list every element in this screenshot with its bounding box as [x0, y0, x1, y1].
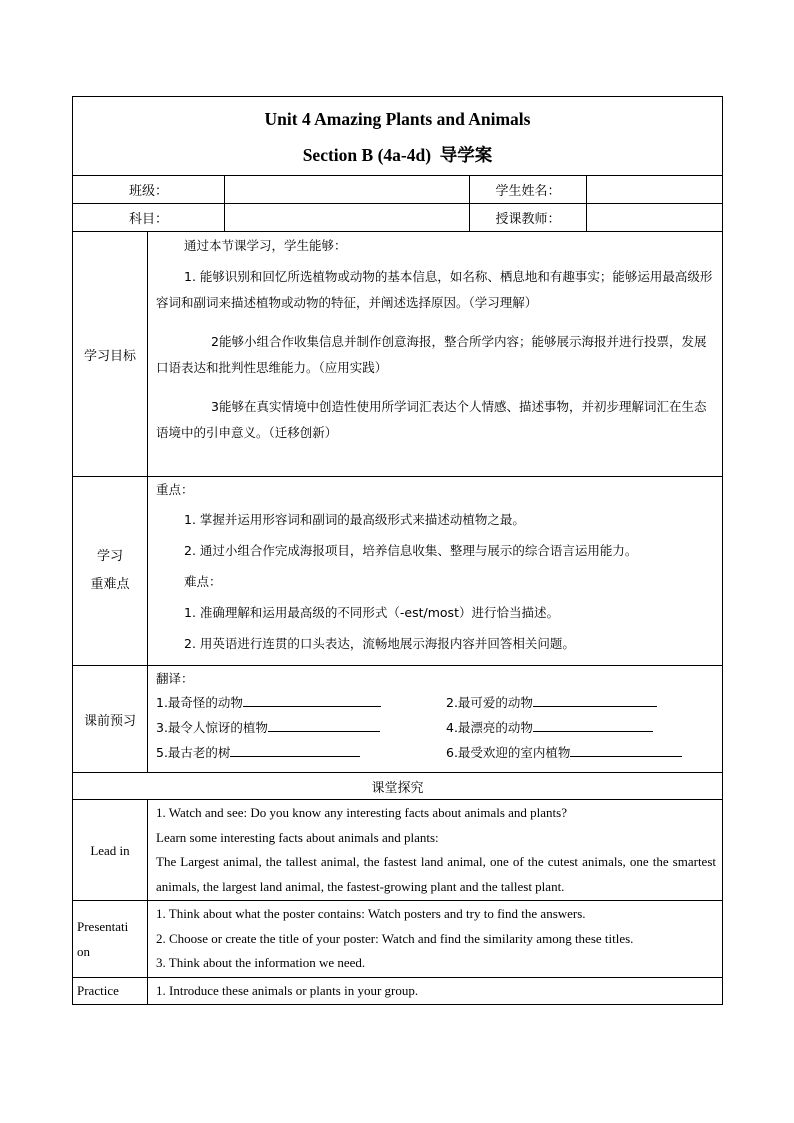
- class-label: 班级：: [73, 176, 225, 204]
- key-points-label-line1: 学习: [96, 549, 123, 564]
- preview-item-2-text: 2.最可爱的动物: [446, 695, 533, 710]
- section-title-en: Section B (4a-4d): [302, 144, 432, 165]
- subject-label: 科目：: [73, 204, 225, 232]
- answer-blank[interactable]: [243, 694, 381, 707]
- lead-in-content: [148, 800, 723, 901]
- preview-label: 课前预习: [73, 666, 148, 773]
- key-points-row: [73, 477, 723, 666]
- objectives-content: [148, 232, 723, 477]
- class-field[interactable]: [225, 176, 470, 204]
- lead-in-line-1: 1. Watch and see: Do you know any interesting facts about animals and plants?: [156, 805, 567, 820]
- preview-item-6-text: 6.最受欢迎的室内植物: [446, 745, 571, 760]
- preview-item-1-text: 1.最奇怪的动物: [156, 695, 243, 710]
- preview-heading: 翻译：: [156, 671, 194, 686]
- objectives-label: 学习目标: [73, 232, 148, 477]
- preview-item: [156, 740, 446, 765]
- exploration-title: 课堂探究: [73, 773, 723, 800]
- teacher-field[interactable]: [587, 204, 723, 232]
- preview-item-4-text: 4.最漂亮的动物: [446, 720, 533, 735]
- presentation-label-line2: on: [77, 943, 90, 959]
- focus-item-2: 2. 通过小组合作完成海报项目，培养信息收集、整理与展示的综合语言运用能力。: [184, 543, 638, 558]
- practice-row: [73, 977, 723, 1005]
- preview-item: [156, 690, 446, 715]
- preview-item-5-text: 5.最古老的树: [156, 745, 231, 760]
- objective-item-1: 1. 能够识别和回忆所选植物或动物的基本信息，如名称、栖息地和有趣事实；能够运用最高级形容词和副词来描述植物或动物的特征，并阐述选择原因。（学习理解）: [156, 269, 713, 310]
- preview-item: [446, 690, 736, 715]
- focus-heading: 重点：: [156, 482, 194, 497]
- unit-title: Unit 4 Amazing Plants and Animals: [264, 108, 531, 129]
- objectives-row: [73, 232, 723, 477]
- preview-item: [446, 740, 736, 765]
- key-points-label: [73, 477, 148, 666]
- worksheet-table: [72, 96, 723, 1005]
- practice-line-1: 1. Introduce these animals or plants in your group.: [156, 982, 419, 998]
- worksheet: [72, 96, 722, 1005]
- presentation-row: [73, 901, 723, 978]
- presentation-line-2: 2. Choose or create the title of your poster: Watch and find the similarity among these titles.: [156, 930, 634, 946]
- preview-item: [446, 715, 736, 740]
- student-name-field[interactable]: [587, 176, 723, 204]
- key-points-content: [148, 477, 723, 666]
- answer-blank[interactable]: [230, 744, 360, 757]
- difficulty-heading: 难点：: [184, 574, 222, 589]
- presentation-line-1: 1. Think about what the poster contains: Watch posters and try to find the answers.: [156, 906, 586, 921]
- answer-blank[interactable]: [533, 719, 653, 732]
- teacher-label: 授课教师：: [470, 204, 587, 232]
- title-row: [73, 97, 723, 176]
- presentation-label: [73, 901, 148, 978]
- preview-content: [148, 666, 723, 773]
- difficulty-item-1: 1. 准确理解和运用最高级的不同形式（-est/most）进行恰当描述。: [184, 605, 559, 620]
- preview-row: [73, 666, 723, 773]
- section-title: [73, 142, 722, 169]
- focus-item-1: 1. 掌握并运用形容词和副词的最高级形式来描述动植物之最。: [184, 512, 525, 527]
- info-row-class: [73, 176, 723, 204]
- presentation-content: [148, 901, 723, 978]
- info-row-subject: [73, 204, 723, 232]
- section-title-cn: 导学案: [439, 145, 493, 166]
- practice-label: Practice: [73, 977, 148, 1005]
- answer-blank[interactable]: [268, 719, 380, 732]
- objective-item-2: 2能够小组合作收集信息并制作创意海报，整合所学内容；能够展示海报并进行投票，发展口语表达和批判性思维能力。（应用实践）: [156, 334, 707, 375]
- presentation-line-3: 3. Think about the information we need.: [156, 955, 366, 970]
- exploration-title-row: [73, 773, 723, 800]
- objectives-intro: 通过本节课学习，学生能够：: [184, 238, 347, 253]
- student-name-label: 学生姓名：: [470, 176, 587, 204]
- presentation-label-line1: Presentati: [77, 918, 129, 934]
- title-cell: [73, 97, 723, 176]
- preview-grid: [156, 690, 716, 765]
- key-points-label-line2: 重难点: [90, 577, 130, 592]
- lead-in-row: [73, 800, 723, 901]
- subject-field[interactable]: [225, 204, 470, 232]
- practice-content: [148, 977, 723, 1005]
- answer-blank[interactable]: [533, 694, 657, 707]
- answer-blank[interactable]: [570, 744, 682, 757]
- difficulty-item-2: 2. 用英语进行连贯的口头表达，流畅地展示海报内容并回答相关问题。: [184, 636, 575, 651]
- lead-in-label: Lead in: [73, 800, 148, 901]
- preview-item-3-text: 3.最令人惊讶的植物: [156, 720, 268, 735]
- preview-item: [156, 715, 446, 740]
- objective-item-3: 3能够在真实情境中创造性使用所学词汇表达个人情感、描述事物，并初步理解词汇在生态语境中的引申意义。（迁移创新）: [156, 399, 707, 440]
- lead-in-line-2: Learn some interesting facts about animals and plants:: [156, 829, 439, 845]
- lead-in-line-3: The Largest animal, the tallest animal, the fastest land animal, one of the cutest animals, one the smartest animals, the largest land animal, the fastest-growing plant and the tallest plant.: [156, 854, 716, 894]
